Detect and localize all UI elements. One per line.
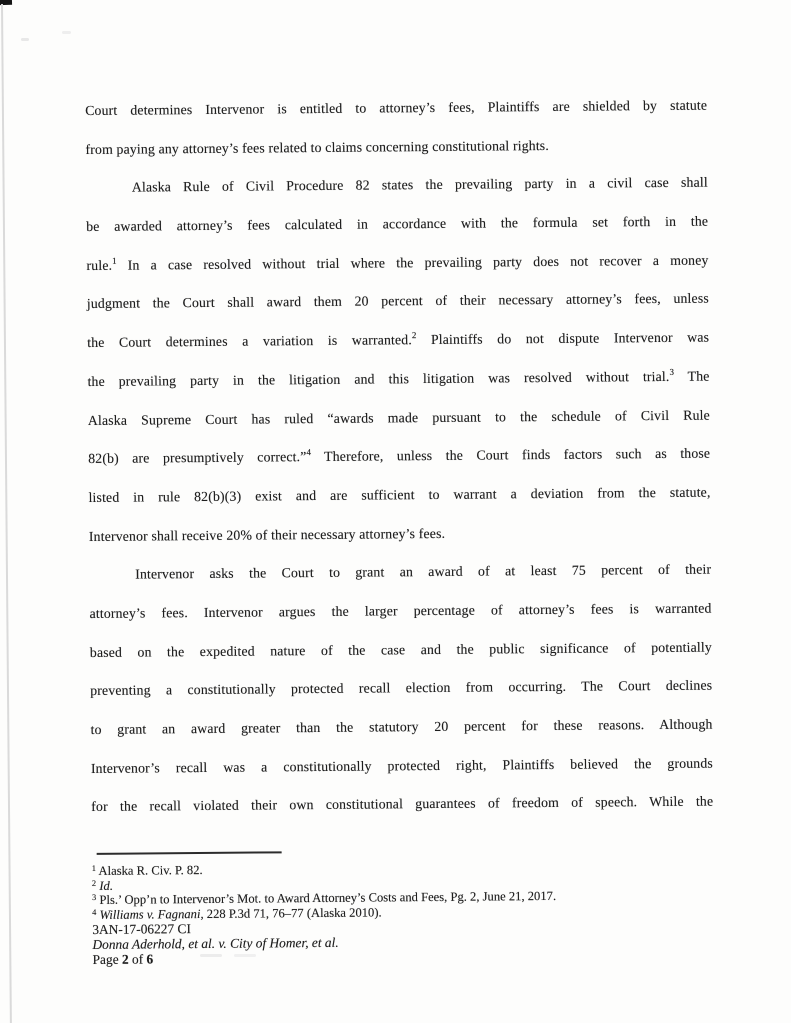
body-line-text: for the recall violated their own constitutional guarantees of freedom of speech. While the <box>91 793 714 815</box>
body-line <box>90 667 712 711</box>
footnote-text: Pls.’ Opp’n to Intervenor’s Mot. to Award Attorney’s Costs and Fees, Pg. 2, June 21, 2017. <box>96 889 557 908</box>
body-line-text: 82(b) are presumptively correct.” <box>88 449 307 467</box>
body-line-text: from paying any attorney’s fees related to claims concerning constitutional rights. <box>85 137 549 157</box>
scan-smudge <box>21 38 29 41</box>
body-line-text: to grant an award greater than the statutory 20 percent for these reasons. Although <box>90 716 713 737</box>
body-line-text: the Court determines a variation is warranted. <box>87 332 412 351</box>
body-line <box>91 783 713 827</box>
body-line-text: rule. <box>86 257 113 273</box>
body-line <box>89 512 711 556</box>
body-text <box>85 87 713 827</box>
footnote-separator <box>97 851 282 855</box>
body-line <box>85 87 707 131</box>
footnotes <box>92 859 714 923</box>
body-line <box>91 744 713 788</box>
body-line <box>87 357 709 401</box>
body-line <box>85 125 707 169</box>
page-total: 6 <box>146 951 154 967</box>
body-line-text: the prevailing party in the litigation and this litigation was resolved without trial. <box>87 368 670 389</box>
body-line-text: Alaska Rule of Civil Procedure 82 states the prevailing party in a civil case shall <box>131 174 708 195</box>
scan-smudge <box>62 31 71 34</box>
body-line-text: preventing a constitutionally protected recall election from occurring. The Court declines <box>90 677 713 699</box>
body-line-text: Therefore, unless the Court finds factors such as those <box>310 445 711 465</box>
body-line-text: attorney’s fees. Intervenor argues the larger percentage of attorney’s fees is warranted <box>89 600 712 621</box>
footnote-ref: 1 <box>112 255 117 266</box>
body-line <box>90 706 712 750</box>
page-label-text: Page <box>92 951 123 967</box>
footnote-number: 3 <box>91 892 97 903</box>
body-line <box>88 396 710 440</box>
body-line-text: Court determines Intervenor is entitled to attorney’s fees, Plaintiffs are shielded by statute <box>85 97 708 118</box>
footnote-citation-italic: Williams v. Fagnani, <box>96 907 204 923</box>
body-line-text: Intervenor’s recall was a constitutionally protected right, Plaintiffs believed the grounds <box>90 755 713 776</box>
footnote-citation-italic: Id. <box>96 878 114 893</box>
page-current: 2 <box>121 951 129 967</box>
body-line <box>86 164 708 208</box>
footnote-number: 1 <box>91 862 97 874</box>
footnote-ref: 4 <box>306 447 311 458</box>
body-line-text: Alaska Supreme Court has ruled “awards made pursuant to the schedule of Civil Rule <box>87 407 710 428</box>
body-line <box>86 241 708 285</box>
footnote-text: Alaska R. Civ. P. 82. <box>95 863 203 878</box>
body-line <box>89 551 711 595</box>
body-line <box>86 203 708 247</box>
body-line-text: In a case resolved without trial where the prevailing party does not recover a money <box>116 252 709 273</box>
body-line <box>87 319 709 363</box>
case-number: 3AN-17-06227 CI <box>92 920 191 937</box>
body-line-text: listed in rule 82(b)(3) exist and are sufficient to warrant a deviation from the statute, <box>88 484 711 505</box>
body-line-text: Intervenor shall receive 20% of their necessary attorney’s fees. <box>88 525 446 544</box>
body-line-text: based on the expedited nature of the case and the public significance of potentially <box>89 639 712 660</box>
body-line-text: The <box>673 368 710 384</box>
body-line <box>90 628 712 672</box>
footnote-ref: 3 <box>669 366 674 377</box>
body-line <box>87 280 709 324</box>
body-line-text: judgment the Court shall award them 20 percent of their necessary attorney’s fees, unless <box>86 291 709 312</box>
footnote-number: 4 <box>92 907 97 918</box>
scan-edge-line-artifact <box>1 4 12 1023</box>
body-line <box>89 589 711 633</box>
case-name: Donna Aderhold, et al. v. City of Homer, et al. <box>92 934 339 952</box>
footnote-number: 2 <box>91 877 97 888</box>
footnote-ref: 2 <box>411 330 417 341</box>
body-line <box>88 473 710 517</box>
page-content <box>85 87 715 968</box>
body-line-text: Intervenor asks the Court to grant an award of at least 75 percent of their <box>135 561 712 582</box>
footnote-text: 228 P.3d 71, 76–77 (Alaska 2010). <box>203 905 382 922</box>
body-line-text: Plaintiffs do not dispute Intervenor was <box>416 329 710 348</box>
body-line-text: be awarded attorney’s fees calculated in accordance with the formula set forth in the <box>86 213 709 235</box>
page-of-text: of <box>128 951 147 967</box>
body-line <box>88 435 710 479</box>
page-footer <box>92 917 714 967</box>
